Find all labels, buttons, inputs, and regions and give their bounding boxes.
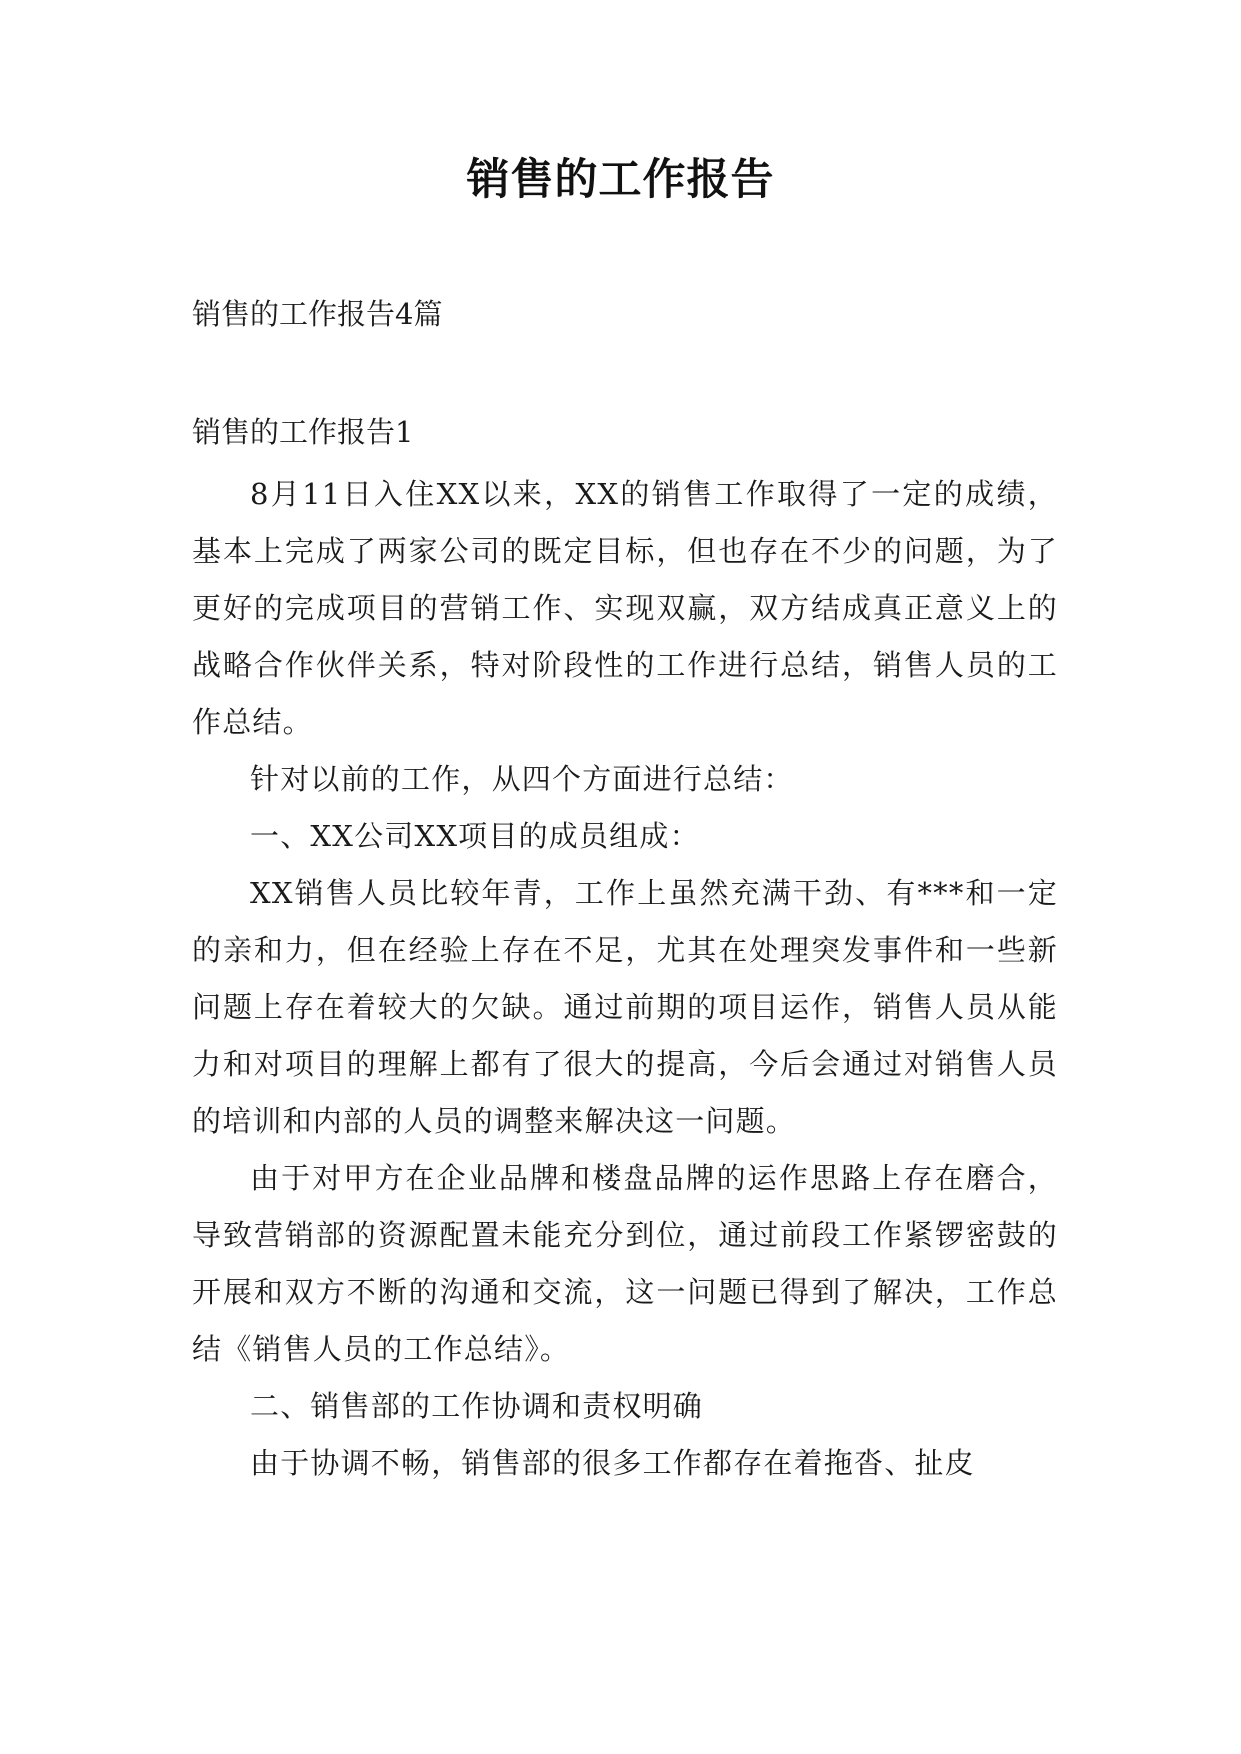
paragraph: 针对以前的工作，从四个方面进行总结：	[250, 762, 794, 796]
document-title: 销售的工作报告	[466, 155, 775, 205]
section-heading: 销售的工作报告1	[192, 415, 414, 449]
paragraph: 二、销售部的工作协调和责权明确	[250, 1389, 704, 1423]
document-subtitle: 销售的工作报告4篇	[192, 297, 443, 331]
paragraph: 由于协调不畅，销售部的很多工作都存在着拖沓、扯皮	[250, 1446, 975, 1480]
paragraph: 一、XX公司XX项目的成员组成：	[250, 819, 700, 853]
document-body	[192, 466, 1058, 1492]
paragraph: 由于对甲方在企业品牌和楼盘品牌的运作思路上存在磨合，导致营销部的资源配置未能充分到位，通过前段工作紧锣密鼓的开展和双方不断的沟通和交流，这一问题已得到了解决，工作总结《销售人员的工作总结》。	[192, 1161, 1058, 1366]
paragraph: 8月11日入住XX以来，XX的销售工作取得了一定的成绩，基本上完成了两家公司的既定目标，但也存在不少的问题，为了更好的完成项目的营销工作、实现双赢，双方结成真正意义上的战略合作伙伴关系，特对阶段性的工作进行总结，销售人员的工作总结。	[192, 477, 1058, 739]
paragraph: XX销售人员比较年青，工作上虽然充满干劲、有***和一定的亲和力，但在经验上存在不足，尤其在处理突发事件和一些新问题上存在着较大的欠缺。通过前期的项目运作，销售人员从能力和对项目的理解上都有了很大的提高，今后会通过对销售人员的培训和内部的人员的调整来解决这一问题。	[192, 876, 1058, 1138]
